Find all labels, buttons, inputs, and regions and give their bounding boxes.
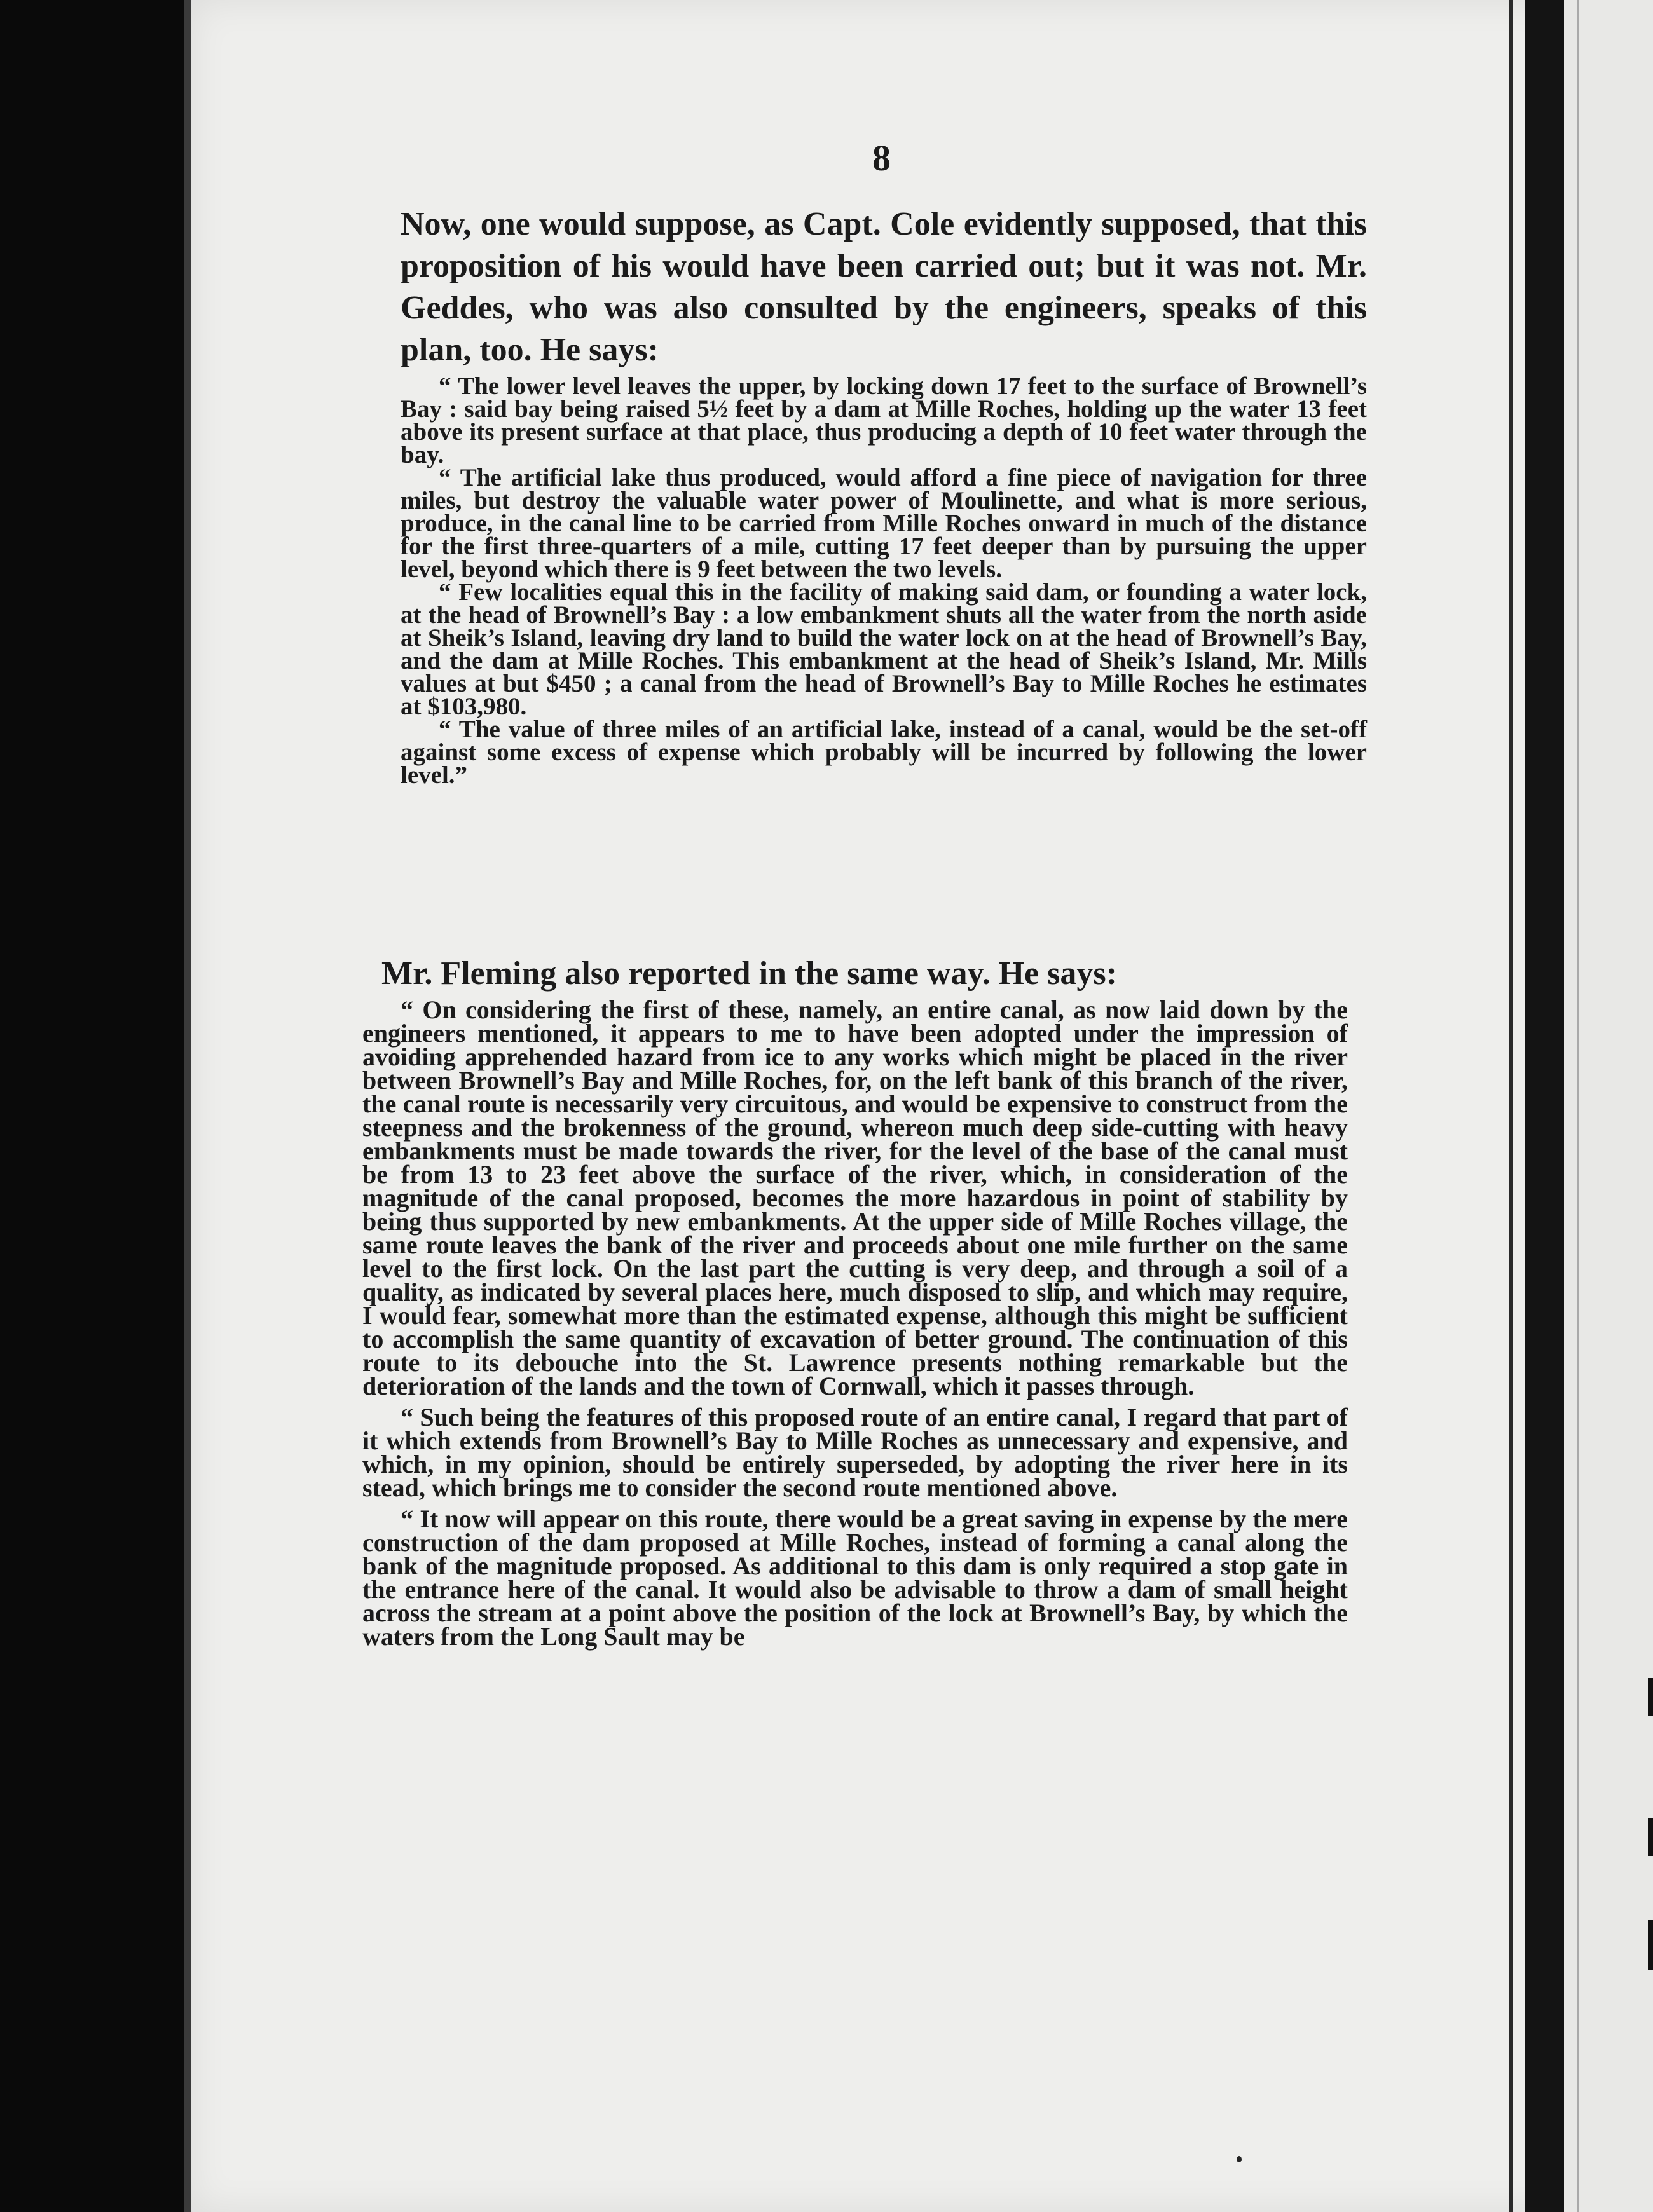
ink-speck: [1237, 2156, 1242, 2162]
quote-paragraph: “ The lower level leaves the upper, by locking down 17 feet to the surface of Brownell’s Bay : said bay being raised 5½ feet by a dam at Mille Roches, holding up the water 13 feet above its present surface at that place, thus producing a depth of 10 feet water through the bay.: [401, 372, 1367, 468]
quote-paragraph: “ Few localities equal this in the facility of making said dam, or founding a water lock, at the head of Brownell’s Bay : a low embankment shuts all the water from the north aside at Sheik’s Island, leaving dry land to build the water lock on at the head of Brownell’s Bay, and the dam at Mille Roches. This embankment at the head of Sheik’s Island, Mr. Mills values at but $450 ; a canal from the head of Brownell’s Bay to Mille Roches he estimates at $103,980.: [401, 578, 1367, 720]
scan-left-edge: [184, 0, 191, 2212]
page-binding-line: [1509, 0, 1513, 2212]
next-page-mark: [1648, 1678, 1653, 1716]
quote-paragraph: “ It now will appear on this route, there would be a great saving in expense by the mere construction of the dam proposed at Mille Roches, instead of forming a canal along the bank of the magnitude proposed. As additional to this dam is only required a stop gate in the entrance here of the canal. It would also be advisable to throw a dam of small height across the stream at a point above the position of the lock at Brownell’s Bay, by which the waters from the Long Sault may be: [362, 1505, 1348, 1651]
page-right-shadow: [1525, 0, 1564, 2212]
fleming-intro: Mr. Fleming also reported in the same way. He says:: [381, 955, 1117, 992]
next-page-mark: [1648, 1920, 1653, 1970]
quote-paragraph: “ The value of three miles of an artificial lake, instead of a canal, would be the set-off against some excess of expense which probably will be incurred by following the lower level.”: [401, 716, 1367, 789]
intro-paragraph: Now, one would suppose, as Capt. Cole evidently supposed, that this proposition of his would have been carried out; but it was not. Mr. Geddes, who was also consulted by the engineers, speaks of this plan, too. He says:: [401, 206, 1367, 368]
next-page-edge-line: [1577, 0, 1579, 2212]
quote-paragraph: “ The artificial lake thus produced, would afford a fine piece of navigation for three miles, but destroy the valuable water power of Moulinette, and what is more serious, produce, in the canal line to be carried from Mille Roches onward in much of the distance for the first three-quarters of a mile, cutting 17 feet deeper than by pursuing the upper level, beyond which there is 9 feet between the two levels.: [401, 464, 1367, 583]
page-number: 8: [872, 137, 891, 179]
geddes-quote: [401, 372, 1367, 789]
fleming-quote: [362, 995, 1348, 1656]
quote-paragraph: “ Such being the features of this proposed route of an entire canal, I regard that part of it which extends from Brownell’s Bay to Mille Roches as unnecessary and expensive, and which, in my opinion, should be entirely superseded, by adopting the river here in its stead, which brings me to consider the second route mentioned above.: [362, 1403, 1348, 1502]
next-page-mark: [1648, 1818, 1653, 1856]
quote-paragraph: “ On considering the first of these, namely, an entire canal, as now laid down by the engineers mentioned, it appears to me to have been adopted under the impression of avoiding apprehended hazard from ice to any works which might be placed in the river between Brownell’s Bay and Mille Roches, for, on the left bank of this branch of the river, the canal route is necessarily very circuitous, and would be expensive to construct from the steepness and the brokenness of the ground, whereon much deep side-cutting with heavy embankments must be made towards the river, for the level of the base of the canal must be from 13 to 23 feet above the surface of the river, which, in consideration of the magnitude of the canal proposed, becomes the more hazardous in point of stability by being thus supported by new embankments. At the upper side of Mille Roches village, the same route leaves the bank of the river and proceeds about one mile further on the same level to the first lock. On the last part the cutting is very deep, and through a soil of a quality, as indicated by several places here, much disposed to slip, and which may require, I would fear, somewhat more than the estimated expense, although this might be sufficient to accomplish the same quantity of excavation of better ground. The continuation of this route to its debouche into the St. Lawrence presents nothing remarkable but the deterioration of the lands and the town of Cornwall, which it passes through.: [362, 995, 1348, 1400]
